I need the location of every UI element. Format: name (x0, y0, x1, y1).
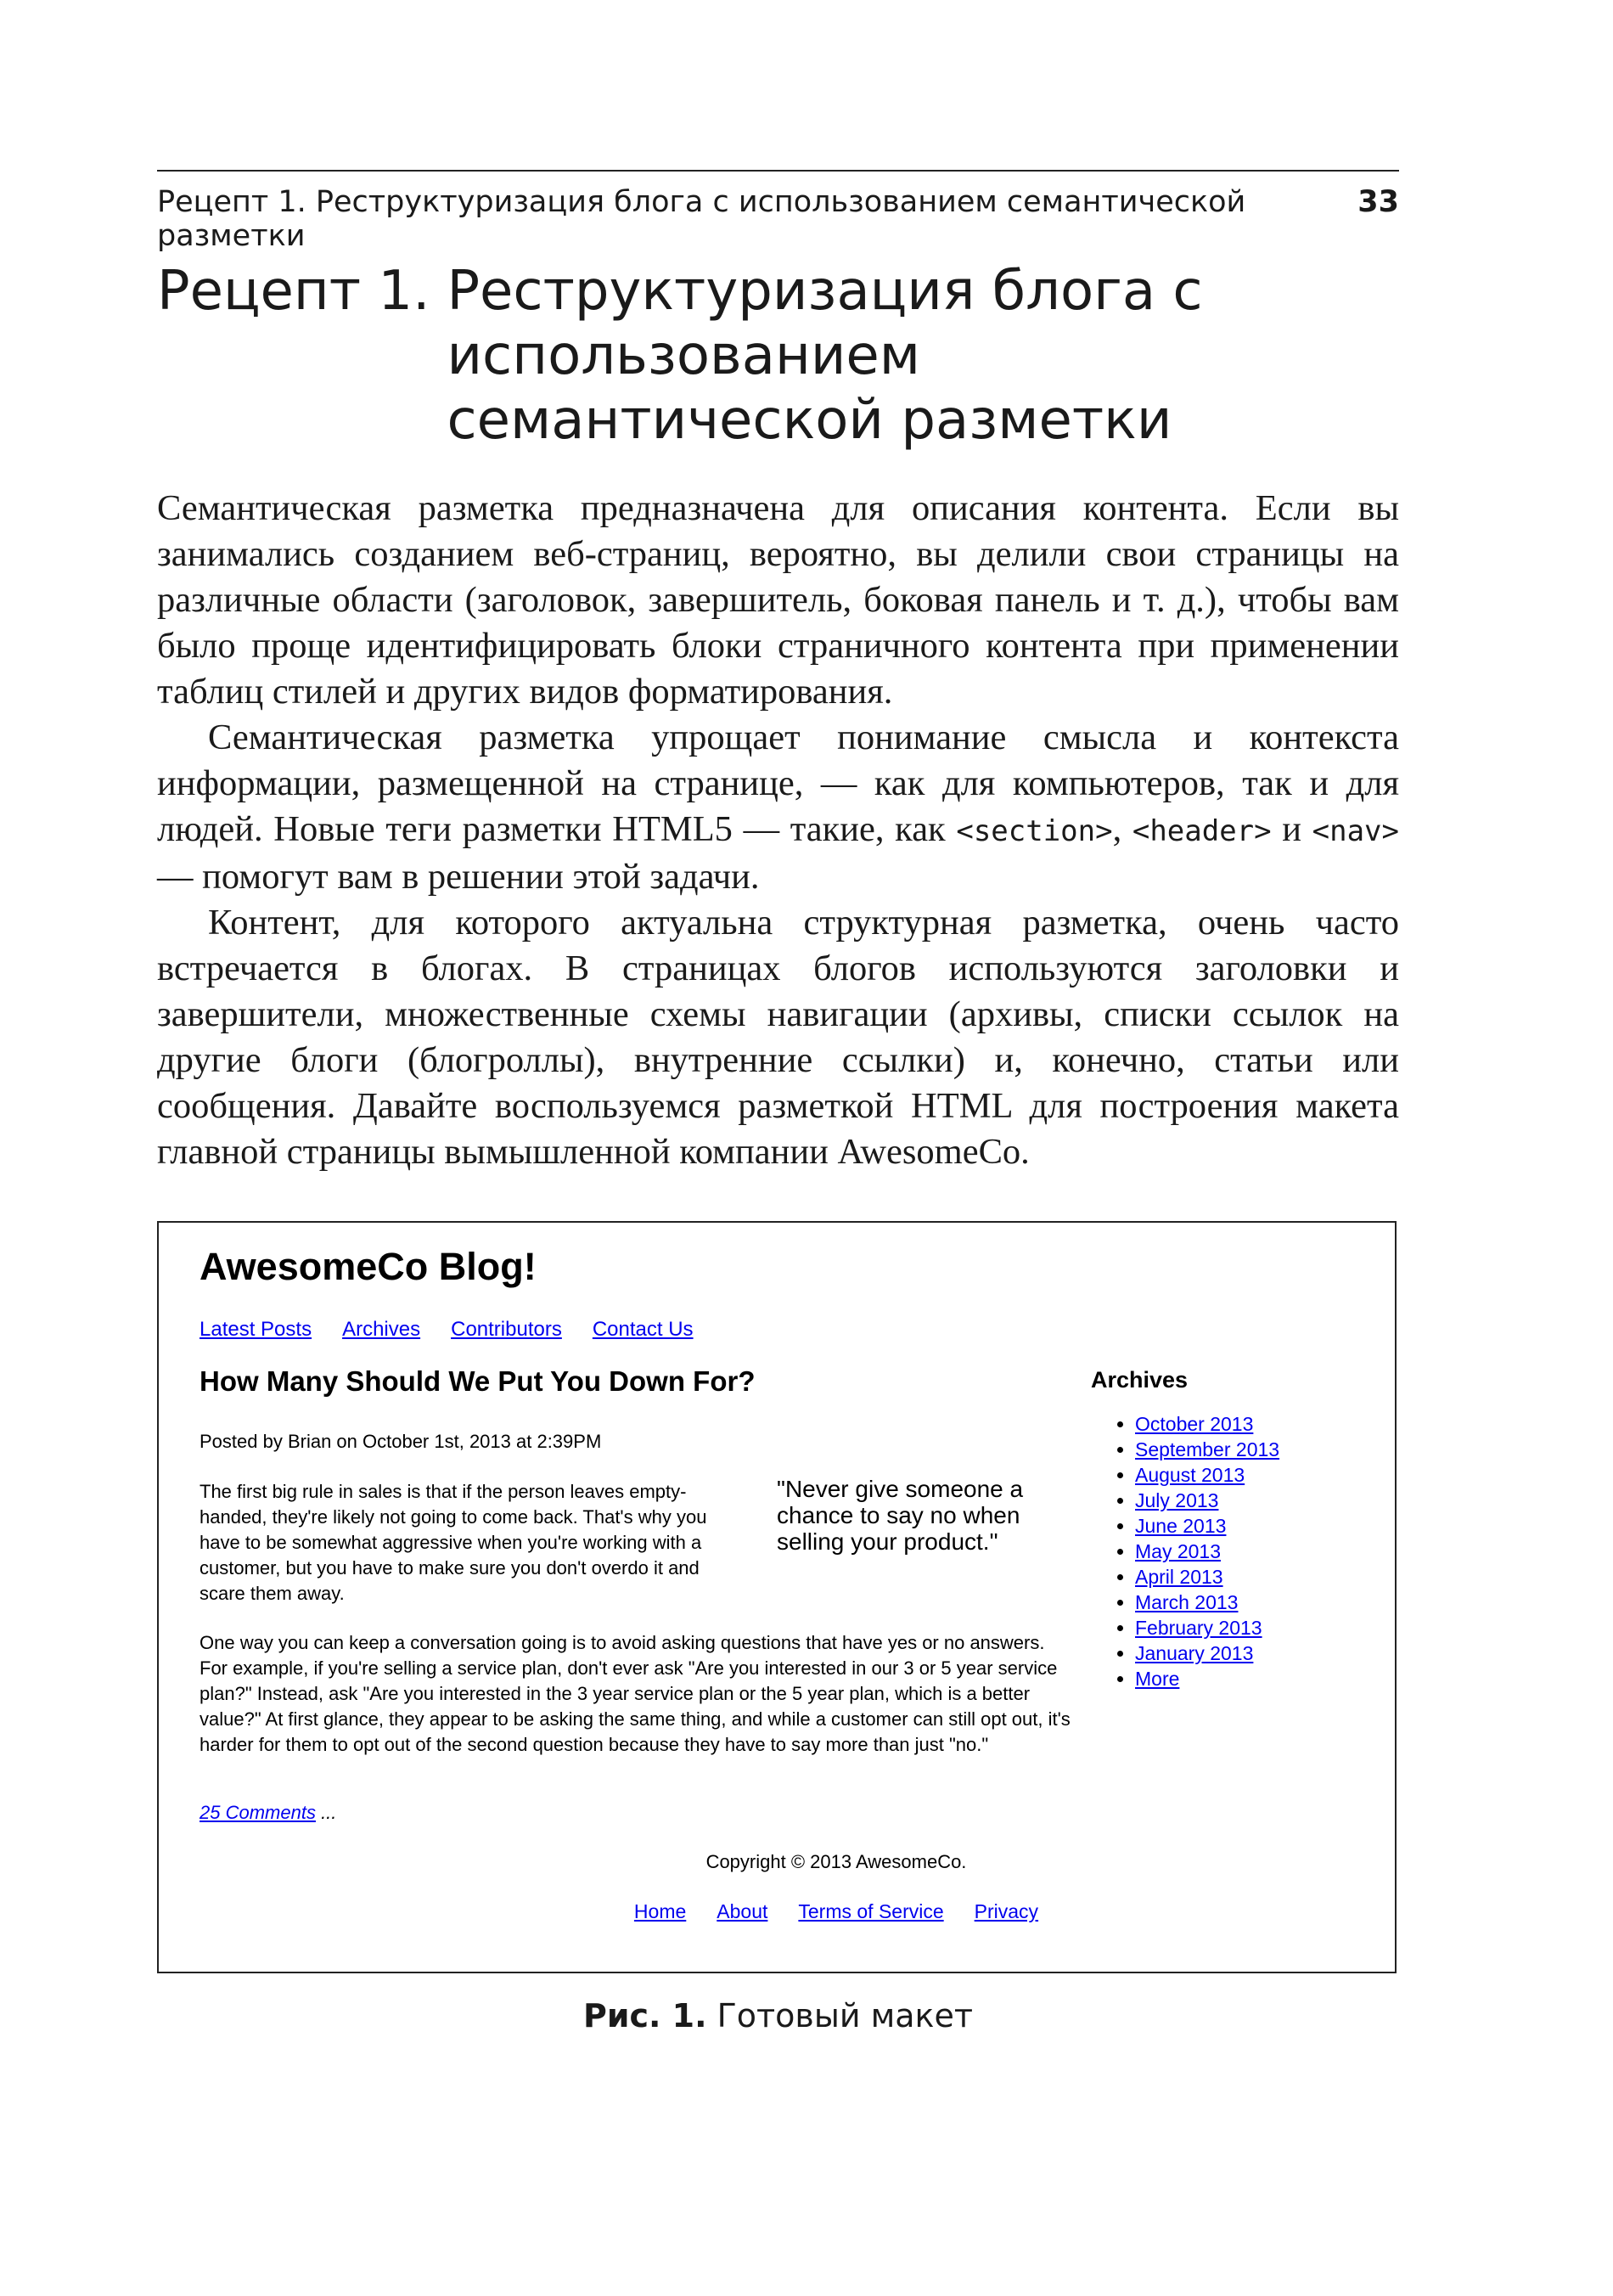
archive-item (1135, 1513, 1279, 1539)
code-header: <header> (1132, 814, 1272, 848)
copyright: Copyright © 2013 AwesomeCo. (705, 1851, 967, 1872)
footer-nav (159, 1900, 1395, 1923)
archive-link-more[interactable]: More (1135, 1668, 1180, 1690)
archive-link-april-2013[interactable]: April 2013 (1135, 1566, 1223, 1588)
archive-link-march-2013[interactable]: March 2013 (1135, 1591, 1239, 1613)
paragraph-2-sep: , (1112, 809, 1132, 849)
archive-item (1135, 1640, 1279, 1666)
recipe-number: Рецепт 1. (157, 260, 430, 323)
post-paragraph-2: One way you can keep a conversation going is to avoid asking questions that have yes or no answers. For example, if you're selling a service plan, don't ever ask "Are you interested in our 3 or 5 year service plan?" Instead, ask "Are you interested in the 3 year service plan or the 5 year plan, which is a better value?" At first glance, they appear to be asking the same thing, and while a customer can still opt out, it's harder for them to opt out of the second question because they have to say more than just "no." (200, 1632, 1071, 1755)
nav-contributors[interactable]: Contributors (451, 1318, 562, 1341)
running-header-text: Рецепт 1. Реструктуризация блога с использованием семантической разметки (157, 185, 1246, 253)
caption-text: Готовый макет (706, 1997, 974, 2034)
paragraph-2-sep-2: и (1271, 809, 1312, 849)
archive-item (1135, 1488, 1279, 1513)
archive-item (1135, 1615, 1279, 1640)
archives-heading: Archives (1091, 1367, 1189, 1393)
archive-item (1135, 1590, 1279, 1615)
blog-nav (200, 1318, 694, 1342)
code-nav: <nav> (1312, 814, 1399, 848)
post-byline: Posted by Brian on October 1st, 2013 at 2:39PM (200, 1431, 602, 1452)
archive-item (1135, 1666, 1279, 1691)
archive-link-february-2013[interactable]: February 2013 (1135, 1617, 1262, 1639)
paragraph-2 (157, 715, 1399, 900)
paragraph-1: Семантическая разметка предназначена для описания контента. Если вы занимались созданием веб-страниц, вероятно, вы делили свои страницы на различные области (заголовок, завершитель, боковая панель и т. д.), чтобы вам было проще идентифицировать блоки страничного контента при применении таблиц стилей и других видов форматирования. (157, 488, 1399, 712)
nav-archives[interactable]: Archives (342, 1318, 421, 1341)
comments (200, 1802, 336, 1824)
archive-link-june-2013[interactable]: June 2013 (1135, 1515, 1227, 1537)
archive-item (1135, 1462, 1279, 1488)
nav-latest-posts[interactable]: Latest Posts (200, 1318, 312, 1341)
archive-item (1135, 1539, 1279, 1564)
nav-contact-us[interactable]: Contact Us (592, 1318, 694, 1341)
paragraph-3: Контент, для которого актуальна структурная разметка, очень часто встречается в блогах. В страницах блогов используются заголовки и завершители, множественные схемы навигации (архивы, списки ссылок на другие блоги (блогроллы), внутренние ссылки) и, конечно, статьи или сообщения. Давайте воспользуемся разметкой HTML для построения макета главной страницы вымышленной компании AwesomeCo. (157, 903, 1399, 1172)
page-number: 33 (1357, 185, 1399, 219)
paragraph-2-end: — помогут вам в решении этой задачи. (157, 857, 760, 897)
archive-item (1135, 1564, 1279, 1590)
caption-label: Рис. 1. (582, 1997, 707, 2034)
archive-link-august-2013[interactable]: August 2013 (1135, 1464, 1245, 1486)
code-section: <section> (956, 814, 1113, 848)
body-text (157, 486, 1399, 1175)
recipe-title-text: Реструктуризация блога с использованием семантической разметки (447, 260, 1203, 452)
archives-list (1110, 1411, 1279, 1691)
blog-title: AwesomeCo Blog! (200, 1245, 537, 1288)
archive-link-july-2013[interactable]: July 2013 (1135, 1489, 1219, 1511)
recipe-title (157, 259, 1399, 453)
archive-item (1135, 1437, 1279, 1462)
pull-quote: "Never give someone a chance to say no when selling your product." (777, 1476, 1024, 1555)
post-title: How Many Should We Put You Down For? (200, 1365, 756, 1397)
comments-ellipsis: ... (315, 1802, 337, 1823)
footer-link-privacy[interactable]: Privacy (974, 1900, 1039, 1922)
archive-link-may-2013[interactable]: May 2013 (1135, 1540, 1222, 1562)
comments-link[interactable]: 25 Comments (200, 1802, 316, 1823)
archive-item (1135, 1411, 1279, 1437)
archive-link-september-2013[interactable]: September 2013 (1135, 1438, 1280, 1460)
paragraph-2-text: Семантическая разметка упрощает понимание смысла и контекста информации, размещенной на странице, — как для компьютеров, так и для людей. Новые теги разметки HTML5 — такие, как (157, 718, 1399, 849)
post-paragraph-1: The first big rule in sales is that if the person leaves empty-handed, they're likely not going to come back. That's why you have to be somewhat aggressive when you're working with a customer, but you have to make sure you don't overdo it and scare them away. (200, 1481, 707, 1604)
figure-blog-mockup (157, 1221, 1397, 1973)
archive-link-january-2013[interactable]: January 2013 (1135, 1642, 1254, 1664)
running-header (157, 170, 1399, 253)
footer-link-about[interactable]: About (717, 1900, 768, 1922)
footer-link-home[interactable]: Home (633, 1900, 687, 1922)
archive-link-october-2013[interactable]: October 2013 (1135, 1413, 1254, 1435)
footer-link-terms[interactable]: Terms of Service (798, 1900, 944, 1922)
figure-caption (157, 1997, 1399, 2034)
